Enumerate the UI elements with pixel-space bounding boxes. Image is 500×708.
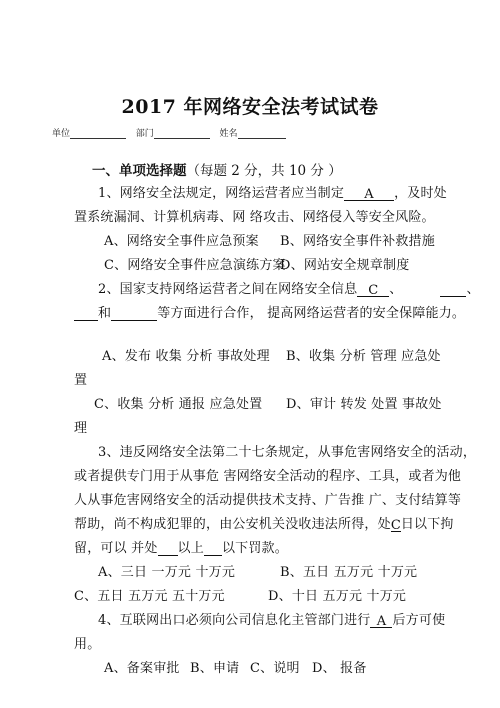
q1-option-c: C、网络安全事件应急演练方案 [104, 258, 286, 273]
q3-blank-2 [158, 542, 178, 556]
q2-option-d-cont: 理 [74, 421, 88, 436]
q2-option-a: A、发布 收集 分析 事故处理 [102, 349, 270, 364]
q2-blank-3 [74, 307, 98, 321]
page-title: 2017 年网络安全法考试试卷 [121, 96, 379, 118]
section-title: 单项选择题 [119, 163, 187, 179]
q4-option-d: D、 报备 [312, 661, 367, 676]
q1-line2: 置系统漏洞、计算机病毒、网 络攻击、网络侵入等安全风险。 [74, 210, 435, 225]
q4-option-c: C、说明 [250, 661, 300, 676]
q2-option-d: D、审计 转发 处置 事故处 [286, 397, 442, 412]
q1-answer: A [344, 187, 394, 201]
q3-option-c: C、五日 五万元 五十万元 [74, 589, 225, 604]
q3-blank-3 [204, 542, 222, 556]
dept-field[interactable] [154, 129, 210, 139]
section-heading [92, 159, 342, 179]
q2-answer: C [357, 283, 389, 297]
info-row [52, 126, 286, 139]
q3-line2: 或者提供专门用于从事危 害网络安全活动的程序、工具，或者为他 [74, 469, 462, 484]
q2-blank-2 [440, 283, 466, 297]
q3-line1: 3、违反网络安全法第二十七条规定，从事危害网络安全的活动， [98, 445, 477, 460]
q2-option-c: C、收集 分析 通报 应急处置 [94, 397, 263, 412]
q1-option-a: A、网络安全事件应急预案 [104, 234, 259, 249]
q3-option-b: B、五日 五万元 十万元 [280, 565, 418, 580]
q2-option-b-cont: 置 [74, 373, 88, 388]
q1-option-d: D、网站安全规章制度 [280, 258, 410, 273]
unit-label: 单位 [52, 129, 71, 139]
q3-option-a: A、三日 一万元 十万元 [98, 565, 236, 580]
q3-answer: C [390, 518, 401, 533]
q2-blank-4 [111, 307, 157, 321]
q3-line4: 帮助，尚不构成犯罪的，由公安机关没收违法所得，处C日以下拘 [74, 517, 454, 533]
unit-field[interactable] [70, 129, 126, 139]
section-note: （每题 2 分，共 10 分 ） [186, 163, 342, 179]
q1-option-b: B、网络安全事件补救措施 [280, 234, 435, 249]
q2-line2: 和 等方面进行合作， 提高网络运营者的安全保障能力。 [74, 302, 465, 321]
q4-line2: 用。 [74, 637, 101, 652]
q4-line1: 4、互联网出口必须向公司信息化主管部门进行 A 后方可使 [98, 613, 446, 629]
dept-label: 部门 [135, 129, 154, 139]
q4-answer: A [370, 614, 392, 628]
section-prefix: 一、 [92, 163, 119, 179]
q2-line1: 2、国家支持网络运营者之间在网络安全信息 C 、 、 [98, 282, 480, 298]
q3-line3: 人从事危害网络安全的活动提供技术支持、广告推 广、支付结算等 [74, 493, 462, 508]
name-field[interactable] [238, 129, 286, 139]
q4-option-b: B、申请 [190, 661, 240, 676]
q1-line1: 1、网络安全法规定，网络运营者应当制定 A ，及时处 [98, 186, 447, 202]
q3-option-d: D、十日 五万元 十万元 [268, 589, 407, 604]
q3-line5: 留，可以 并处 以上 以下罚款。 [74, 541, 288, 556]
name-label: 姓名 [219, 129, 238, 139]
q2-option-b: B、收集 分析 管理 应急处 [286, 349, 441, 364]
q4-option-a: A、备案审批 [104, 661, 180, 676]
